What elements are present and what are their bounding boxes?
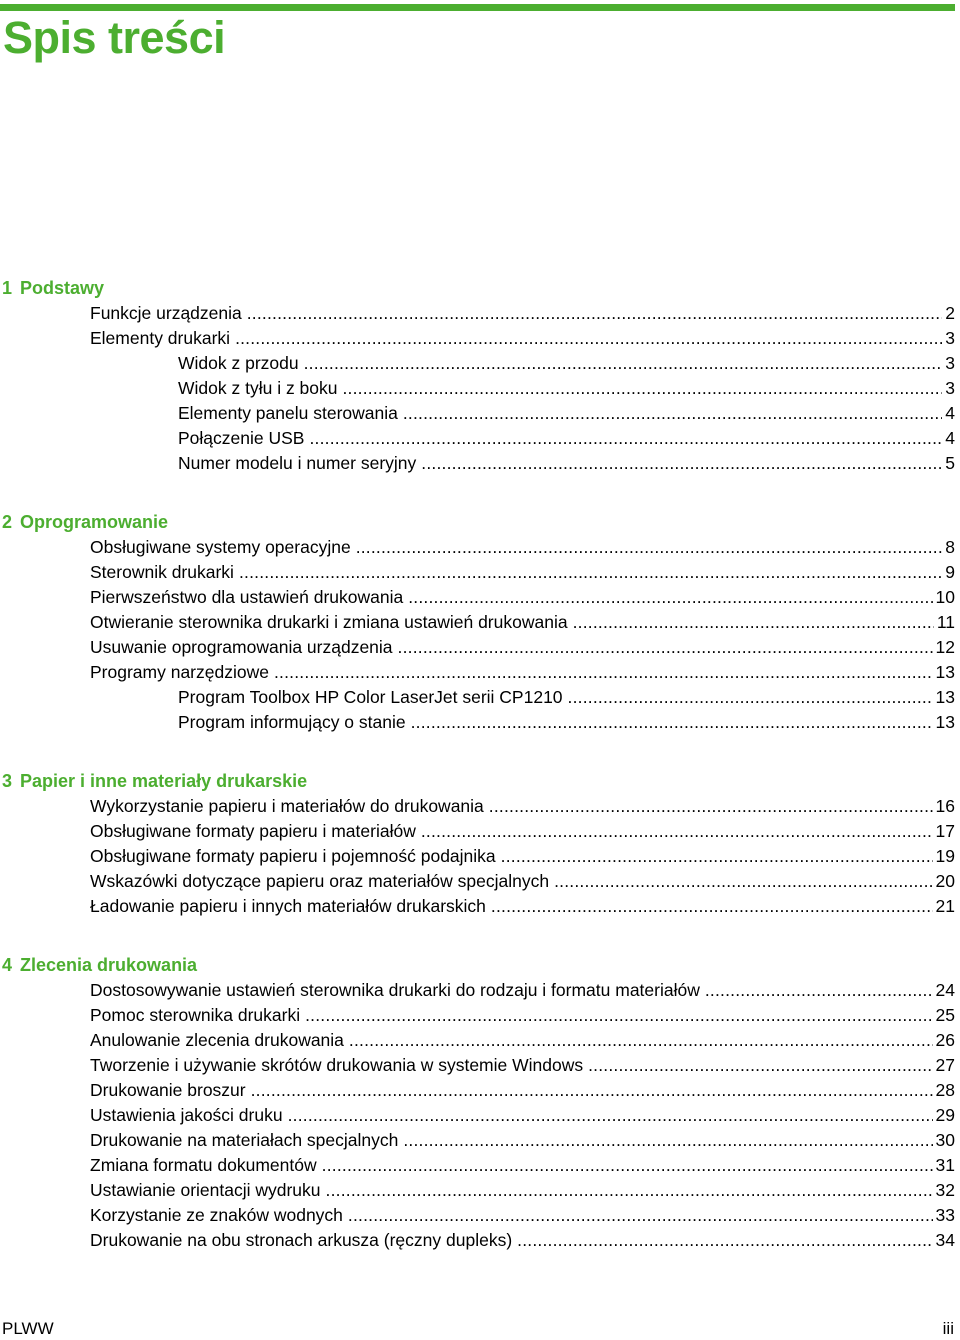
toc-entry-label: Usuwanie oprogramowania urządzenia: [90, 637, 393, 657]
toc-chapter: [0, 510, 955, 735]
toc-entry-label: Ustawianie orientacji wydruku: [90, 1180, 321, 1200]
chapter-number: 2: [2, 512, 13, 532]
toc-entry[interactable]: [0, 869, 955, 894]
toc-entry-page: 11: [936, 612, 955, 632]
toc-entry-page: 10: [935, 587, 955, 607]
toc-entry[interactable]: [0, 1153, 955, 1178]
toc-entry-label: Elementy panelu sterowania: [178, 403, 398, 423]
dot-leader: [421, 819, 933, 844]
toc-entry-label: Widok z tyłu i z boku: [178, 378, 338, 398]
dot-leader: [421, 451, 942, 476]
toc-chapter: [0, 953, 955, 1253]
dot-leader: [491, 894, 933, 919]
dot-leader: [411, 710, 933, 735]
dot-leader: [304, 351, 943, 376]
dot-leader: [251, 1078, 933, 1103]
toc-entry[interactable]: [0, 1028, 955, 1053]
dot-leader: [309, 426, 942, 451]
toc-entry[interactable]: [0, 535, 955, 560]
chapter-number: 4: [2, 955, 13, 975]
toc-entry-page: 26: [935, 1030, 955, 1050]
toc-entry-page: 13: [935, 712, 955, 732]
toc-entry-label: Zmiana formatu dokumentów: [90, 1155, 317, 1175]
toc-entry-label: Obsługiwane formaty papieru i materiałów: [90, 821, 416, 841]
chapter-title: Oprogramowanie: [20, 512, 169, 532]
dot-leader: [573, 610, 934, 635]
toc-entry[interactable]: [0, 610, 955, 635]
header-rule: [0, 4, 955, 11]
dot-leader: [398, 635, 933, 660]
toc-entry-page: 5: [945, 453, 955, 473]
dot-leader: [517, 1228, 932, 1253]
dot-leader: [288, 1103, 933, 1128]
toc-entry[interactable]: [0, 819, 955, 844]
toc-entry-page: 3: [945, 378, 955, 398]
toc-entry-page: 28: [935, 1080, 955, 1100]
toc-entry-label: Funkcje urządzenia: [90, 303, 242, 323]
toc-entry[interactable]: [0, 451, 955, 476]
toc-entry-page: 12: [935, 637, 955, 657]
chapter-heading[interactable]: [0, 953, 955, 978]
toc-entry[interactable]: [0, 326, 955, 351]
dot-leader: [403, 401, 942, 426]
dot-leader: [588, 1053, 932, 1078]
toc-entry-label: Korzystanie ze znaków wodnych: [90, 1205, 343, 1225]
toc-entry-label: Drukowanie na materiałach specjalnych: [90, 1130, 399, 1150]
dot-leader: [554, 869, 932, 894]
toc-entry-label: Dostosowywanie ustawień sterownika drukarki do rodzaju i formatu materiałów: [90, 980, 700, 1000]
toc-entry-label: Wykorzystanie papieru i materiałów do drukowania: [90, 796, 484, 816]
toc-entry-label: Drukowanie broszur: [90, 1080, 246, 1100]
toc-entry[interactable]: [0, 685, 955, 710]
dot-leader: [322, 1153, 933, 1178]
toc-entry-page: 19: [935, 846, 955, 866]
toc-entry[interactable]: [0, 401, 955, 426]
dot-leader: [274, 660, 933, 685]
toc-entry-label: Ustawienia jakości druku: [90, 1105, 283, 1125]
toc-entry-label: Połączenie USB: [178, 428, 305, 448]
toc-entry[interactable]: [0, 794, 955, 819]
dot-leader: [348, 1203, 933, 1228]
toc-entry-page: 25: [935, 1005, 955, 1025]
toc-entry-label: Ładowanie papieru i innych materiałów drukarskich: [90, 896, 486, 916]
toc-entry-page: 33: [935, 1205, 955, 1225]
toc-entry-page: 20: [935, 871, 955, 891]
toc-entry-page: 4: [945, 428, 955, 448]
toc-entry-page: 4: [945, 403, 955, 423]
dot-leader: [568, 685, 933, 710]
toc-entry-label: Numer modelu i numer seryjny: [178, 453, 417, 473]
toc-entry-label: Program informujący o stanie: [178, 712, 406, 732]
toc-entry-page: 9: [945, 562, 955, 582]
toc-entry-page: 31: [935, 1155, 955, 1175]
toc-entry-page: 34: [935, 1230, 955, 1250]
toc-entry-label: Otwieranie sterownika drukarki i zmiana ustawień drukowania: [90, 612, 568, 632]
toc-entry[interactable]: [0, 1203, 955, 1228]
toc-entry[interactable]: [0, 560, 955, 585]
toc-entry[interactable]: [0, 660, 955, 685]
chapter-number: 3: [2, 771, 13, 791]
dot-leader: [501, 844, 933, 869]
dot-leader: [235, 326, 942, 351]
toc-entry-page: 13: [935, 687, 955, 707]
dot-leader: [489, 794, 933, 819]
toc-entry[interactable]: [0, 710, 955, 735]
toc-entry[interactable]: [0, 1053, 955, 1078]
toc-entry[interactable]: [0, 844, 955, 869]
toc-entry-label: Program Toolbox HP Color LaserJet serii CP1210: [178, 687, 563, 707]
toc-entry-page: 29: [935, 1105, 955, 1125]
toc-entry[interactable]: [0, 351, 955, 376]
toc-entry-label: Sterownik drukarki: [90, 562, 234, 582]
toc-chapter: [0, 276, 955, 476]
toc-entry-page: 16: [935, 796, 955, 816]
toc-entry-page: 32: [935, 1180, 955, 1200]
toc-entry[interactable]: [0, 585, 955, 610]
toc-entry-page: 27: [935, 1055, 955, 1075]
toc-entry-label: Elementy drukarki: [90, 328, 231, 348]
toc-entry-label: Obsługiwane formaty papieru i pojemność podajnika: [90, 846, 496, 866]
dot-leader: [349, 1028, 933, 1053]
toc-entry[interactable]: [0, 978, 955, 1003]
chapter-number: 1: [2, 278, 13, 298]
toc-entry-label: Widok z przodu: [178, 353, 299, 373]
toc-entry-label: Pierwszeństwo dla ustawień drukowania: [90, 587, 404, 607]
footer-left: PLWW: [2, 1319, 54, 1338]
chapter-heading[interactable]: [0, 510, 955, 535]
toc-entry[interactable]: [0, 635, 955, 660]
chapter-heading[interactable]: [0, 769, 955, 794]
dot-leader: [305, 1003, 932, 1028]
chapter-title: Podstawy: [20, 278, 105, 298]
toc-entry-label: Obsługiwane systemy operacyjne: [90, 537, 351, 557]
page-title: Spis treści: [3, 12, 226, 63]
toc-entry-label: Pomoc sterownika drukarki: [90, 1005, 301, 1025]
toc-entry[interactable]: [0, 301, 955, 326]
table-of-contents: [0, 276, 955, 1287]
toc-entry[interactable]: [0, 1103, 955, 1128]
toc-chapter: [0, 769, 955, 919]
dot-leader: [239, 560, 942, 585]
toc-entry-label: Drukowanie na obu stronach arkusza (ręczny dupleks): [90, 1230, 513, 1250]
toc-entry-label: Programy narzędziowe: [90, 662, 269, 682]
toc-entry-page: 24: [935, 980, 955, 1000]
toc-entry-page: 2: [945, 303, 955, 323]
dot-leader: [705, 978, 933, 1003]
toc-entry-page: 17: [935, 821, 955, 841]
toc-entry[interactable]: [0, 376, 955, 401]
toc-entry-page: 3: [945, 328, 955, 348]
toc-entry[interactable]: [0, 1128, 955, 1153]
toc-entry-page: 30: [935, 1130, 955, 1150]
toc-entry[interactable]: [0, 1078, 955, 1103]
toc-entry[interactable]: [0, 426, 955, 451]
toc-entry[interactable]: [0, 1003, 955, 1028]
toc-entry[interactable]: [0, 1178, 955, 1203]
dot-leader: [247, 301, 943, 326]
dot-leader: [356, 535, 943, 560]
toc-entry[interactable]: [0, 1228, 955, 1253]
chapter-heading[interactable]: [0, 276, 955, 301]
chapter-title: Zlecenia drukowania: [20, 955, 198, 975]
toc-entry-page: 21: [935, 896, 955, 916]
toc-entry-page: 3: [945, 353, 955, 373]
toc-entry-label: Anulowanie zlecenia drukowania: [90, 1030, 344, 1050]
toc-entry-page: 13: [935, 662, 955, 682]
toc-entry-label: Tworzenie i używanie skrótów drukowania w systemie Windows: [90, 1055, 584, 1075]
dot-leader: [343, 376, 943, 401]
footer-page-number: iii: [942, 1319, 954, 1338]
dot-leader: [408, 585, 932, 610]
dot-leader: [403, 1128, 932, 1153]
toc-entry[interactable]: [0, 894, 955, 919]
toc-entry-label: Wskazówki dotyczące papieru oraz materiałów specjalnych: [90, 871, 550, 891]
chapter-title: Papier i inne materiały drukarskie: [20, 771, 308, 791]
toc-entry-page: 8: [945, 537, 955, 557]
dot-leader: [326, 1178, 933, 1203]
